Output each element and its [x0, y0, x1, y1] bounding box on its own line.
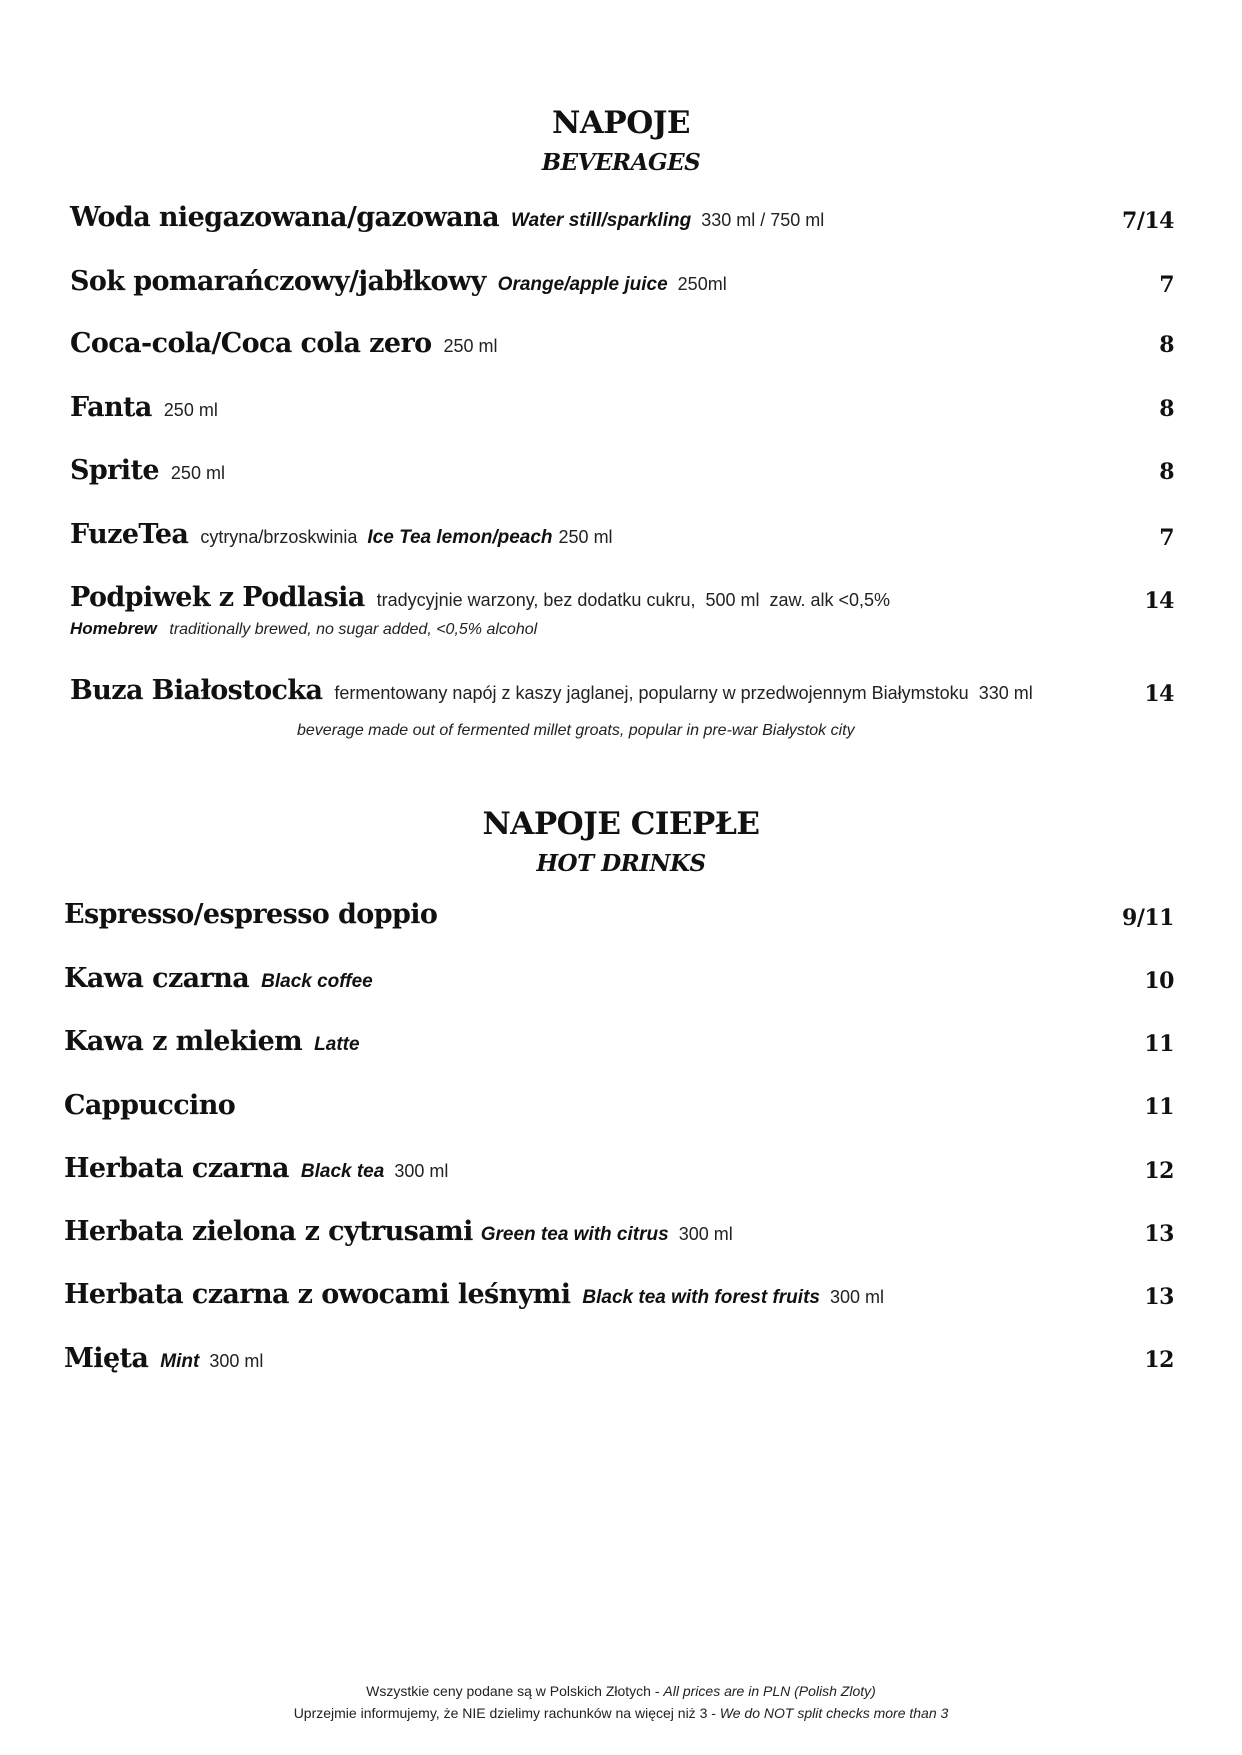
item-price: 8 [1159, 396, 1174, 422]
item-name: Sprite [70, 455, 159, 486]
hot-drinks-header [0, 805, 1242, 879]
item-name: FuzeTea [70, 519, 189, 550]
item-price: 13 [1144, 1284, 1174, 1310]
menu-item [70, 455, 225, 486]
item-size: 300 ml [394, 1161, 449, 1181]
item-size: 250 ml [443, 336, 498, 356]
item-english-description [70, 619, 900, 639]
item-description: tradycyjnie warzony, bez dodatku cukru, 500 ml zaw. alk <0,5% [376, 590, 891, 610]
item-name: Herbata zielona z cytrusami [64, 1216, 473, 1247]
split-check-notice [0, 1702, 1242, 1724]
price-notice [0, 1680, 1242, 1702]
item-name: Podpiwek z Podlasia [70, 582, 365, 613]
item-name: Kawa czarna [64, 963, 250, 994]
section-title: NAPOJE [552, 105, 690, 141]
item-size: 250 ml [558, 527, 613, 547]
item-price: 7 [1159, 525, 1174, 551]
item-english-name: Black tea with forest fruits [582, 1287, 820, 1308]
item-size: 250ml [677, 274, 727, 294]
menu-item [70, 202, 824, 233]
item-name: Fanta [70, 392, 152, 423]
item-english-name: Homebrew [70, 619, 157, 638]
item-price: 7/14 [1122, 208, 1174, 234]
menu-item [64, 1279, 884, 1310]
item-name: Mięta [64, 1343, 149, 1374]
item-english-name: Water still/sparkling [510, 210, 692, 231]
item-name: Woda niegazowana/gazowana [70, 202, 499, 233]
item-english-name: Green tea with citrus [480, 1224, 669, 1245]
item-price: 12 [1144, 1347, 1174, 1373]
item-name: Cappuccino [64, 1090, 236, 1121]
item-price: 14 [1144, 588, 1174, 614]
item-price: 14 [1144, 681, 1174, 707]
item-price: 11 [1144, 1094, 1174, 1120]
item-size: 300 ml [209, 1351, 264, 1371]
item-size: 300 ml [678, 1224, 733, 1244]
item-price: 8 [1159, 332, 1174, 358]
item-price: 8 [1159, 459, 1174, 485]
menu-item [70, 582, 900, 639]
item-price: 10 [1144, 968, 1174, 994]
item-size: 330 ml / 750 ml [701, 210, 825, 230]
section-subtitle: BEVERAGES [541, 149, 701, 176]
item-english-name: Latte [314, 1034, 360, 1055]
item-name: Espresso/espresso doppio [64, 899, 438, 930]
item-description: fermentowany napój z kaszy jaglanej, popularny w przedwojennym Białymstoku 330 ml [334, 683, 1033, 703]
item-price: 13 [1144, 1221, 1174, 1247]
section-title: NAPOJE CIEPŁE [482, 806, 760, 842]
item-english-text: traditionally brewed, no sugar added, <0,5% alcohol [169, 621, 538, 638]
item-english-name: Mint [160, 1351, 200, 1372]
footer-text-english: We do NOT split checks more than 3 [719, 1705, 949, 1721]
item-description: cytryna/brzoskwinia [200, 527, 358, 547]
item-name: Herbata czarna [64, 1153, 289, 1184]
menu-item [70, 328, 498, 359]
item-english-name: Ice Tea lemon/peach [367, 527, 553, 548]
item-price: 12 [1144, 1158, 1174, 1184]
item-price: 9/11 [1122, 905, 1174, 931]
item-name: Kawa z mlekiem [64, 1026, 303, 1057]
footer-text-polish: Uprzejmie informujemy, że NIE dzielimy rachunków na więcej niż 3 - [293, 1705, 720, 1721]
item-size: 250 ml [170, 463, 225, 483]
item-name: Coca-cola/Coca cola zero [70, 328, 432, 359]
item-english-name: Black coffee [261, 971, 373, 992]
item-name: Herbata czarna z owocami leśnymi [64, 1279, 571, 1310]
beverages-header [0, 104, 1242, 178]
menu-item [64, 1153, 448, 1184]
item-size: 250 ml [163, 400, 218, 420]
item-name: Sok pomarańczowy/jabłkowy [70, 266, 486, 297]
menu-item [64, 899, 449, 930]
item-price: 11 [1144, 1031, 1174, 1057]
footer-text-english: All prices are in PLN (Polish Zloty) [663, 1683, 876, 1699]
menu-item [70, 266, 727, 297]
menu-item [70, 392, 218, 423]
item-size: 300 ml [829, 1287, 884, 1307]
menu-item [70, 519, 613, 550]
menu-item [64, 1216, 733, 1247]
footer-text-polish: Wszystkie ceny podane są w Polskich Złotych - [366, 1683, 664, 1699]
menu-item [64, 963, 383, 994]
menu-item [64, 1090, 247, 1121]
item-english-description [297, 722, 855, 740]
section-subtitle: HOT DRINKS [536, 850, 706, 877]
menu-item [64, 1026, 370, 1057]
item-price: 7 [1159, 272, 1174, 298]
item-english-name: Black tea [300, 1161, 385, 1182]
menu-item [64, 1343, 263, 1374]
menu-item [70, 675, 1043, 706]
item-english-text: beverage made out of fermented millet groats, popular in pre-war Białystok city [297, 722, 855, 739]
item-name: Buza Białostocka [70, 675, 323, 706]
item-english-name: Orange/apple juice [497, 274, 668, 295]
